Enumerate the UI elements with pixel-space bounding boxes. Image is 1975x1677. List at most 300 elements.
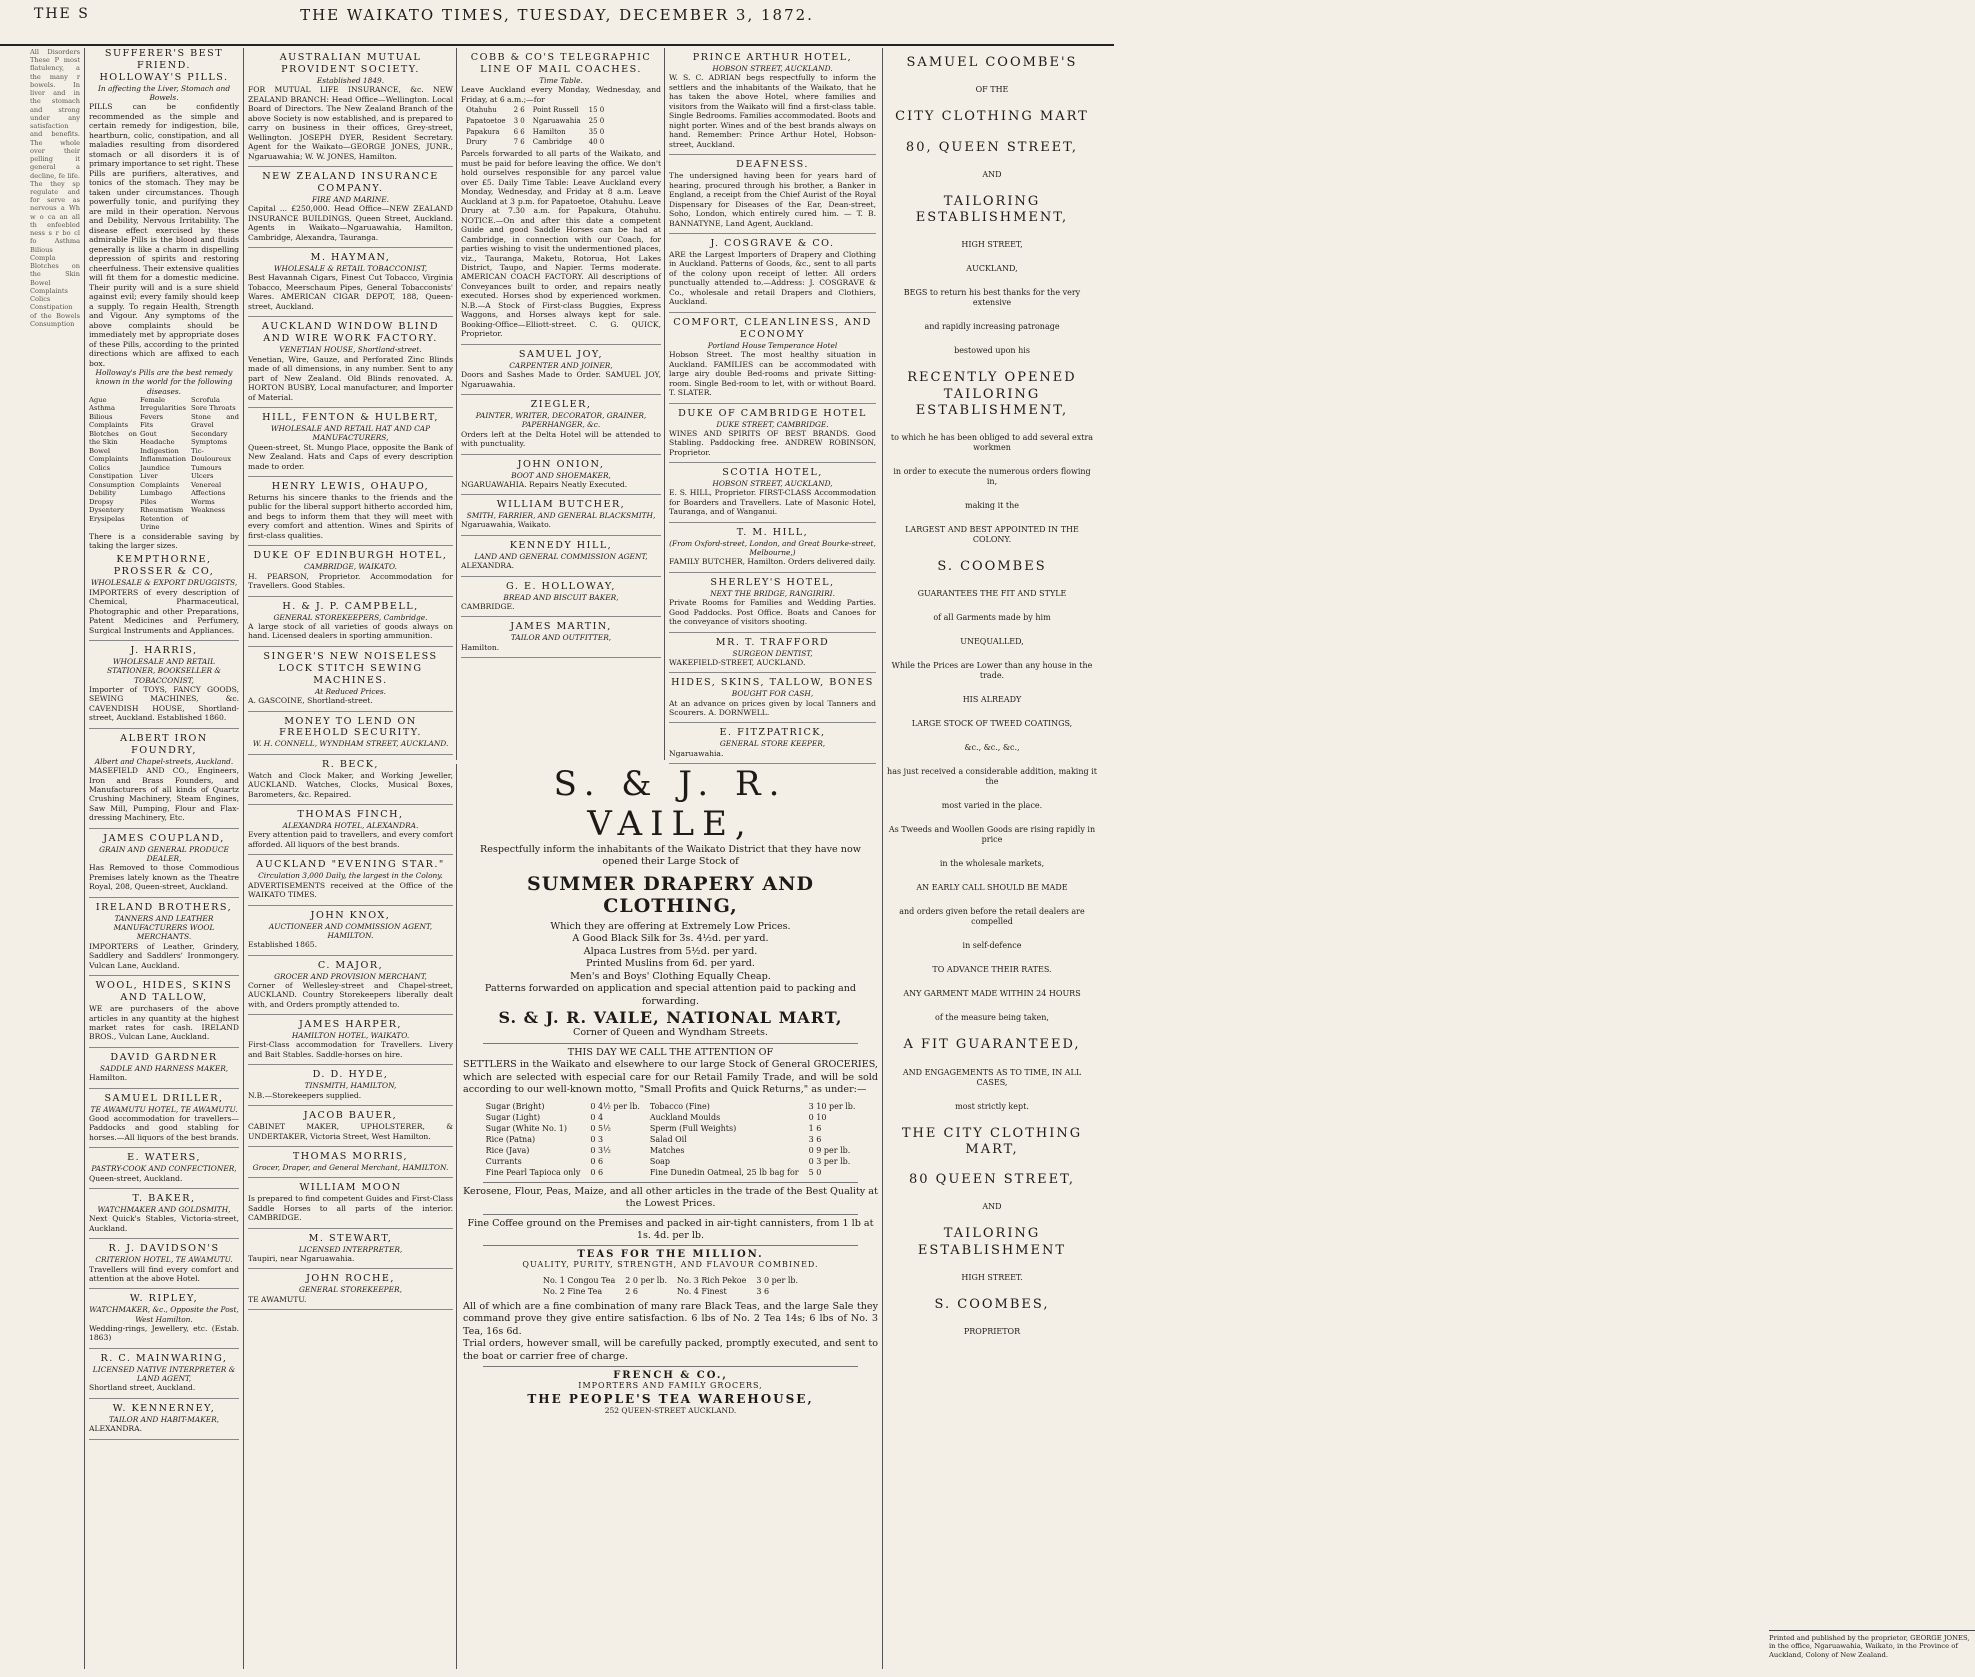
coombes-line: SAMUEL COOMBE'S: [906, 55, 1078, 70]
coombes-line: &c., &c., &c.,: [964, 743, 1020, 753]
coach-subtitle: Time Table.: [539, 75, 583, 85]
table-cell: Tobacco (Fine): [649, 1101, 710, 1111]
holloway-subtitle: In affecting the Liver, Stomach and Bowels.: [97, 83, 231, 103]
ad-heading: AUSTRALIAN MUTUAL PROVIDENT SOCIETY.: [279, 52, 422, 75]
advertisement: [89, 1239, 239, 1289]
ad-heading: SINGER'S NEW NOISELESS LOCK STITCH SEWING MACHINES.: [263, 650, 438, 686]
ad-subheading: LAND AND GENERAL COMMISSION AGENT,: [474, 551, 648, 561]
table-cell: 3 0 per lb.: [756, 1275, 799, 1285]
ad-body: Travellers will find every comfort and attention at the above Hotel.: [89, 1264, 239, 1283]
column-4: [664, 48, 876, 760]
ad-subheading: HOBSON STREET, AUCKLAND.: [712, 63, 833, 73]
ad-subheading: LICENSED INTERPRETER,: [298, 1244, 403, 1254]
coombes-line: bestowed upon his: [954, 346, 1030, 356]
advertisement: [461, 536, 661, 577]
ad-body: CABINET MAKER, UPHOLSTERER, & UNDERTAKER, Victoria Street, West Hamilton.: [248, 1122, 453, 1141]
ad-subheading: HAMILTON HOTEL, WAIKATO.: [291, 1031, 410, 1041]
ad-subheading: HOBSON STREET, AUCKLAND,: [712, 479, 833, 489]
advertisement: [248, 805, 453, 855]
ad-body: MASEFIELD AND CO., Engineers, Iron and Brass Founders, and Manufacturers of all kinds of Quartz Crushing Machinery, Steam Engines, Saw Mill, Pumping, Flour and Flax-dressing Machinery, Etc.: [89, 766, 239, 823]
advertisement: [248, 855, 453, 905]
table-row: [539, 1276, 802, 1285]
disease-list-item: Gout: [140, 429, 157, 438]
advertisement: [89, 1289, 239, 1348]
disease-list-item: Bilious Complaints: [89, 412, 129, 430]
advertisement: [461, 617, 661, 658]
table-cell: Auckland Moulds: [649, 1112, 721, 1122]
table-cell: Fine Pearl Tapioca only: [485, 1167, 581, 1177]
table-cell: 35 0: [588, 127, 605, 136]
ad-subheading: GROCER AND PROVISION MERCHANT,: [274, 971, 427, 981]
table-cell: Fine Dunedin Oatmeal, 25 lb bag for: [649, 1167, 799, 1177]
table-cell: 0 9 per lb.: [808, 1145, 851, 1155]
column-5-coombes: [882, 48, 1970, 1669]
table-row: [463, 138, 607, 147]
ad-body: Ngaruawahia, Waikato.: [461, 520, 551, 530]
coach-intro: Leave Auckland every Monday, Wednesday, and Friday, at 6 a.m.;—for: [461, 85, 661, 104]
table-cell: No. 3 Rich Pekoe: [677, 1275, 747, 1285]
ad-heading: J. HARRIS,: [130, 645, 198, 657]
coombes-line: TAILORING ESTABLISHMENT: [917, 1226, 1067, 1258]
advertisement: [89, 1399, 239, 1440]
advertisement: [669, 48, 876, 155]
ad-body: Wedding-rings, Jewellery, etc. (Estab. 1863): [89, 1323, 239, 1343]
advertisement: [669, 723, 876, 764]
ad-body: Next Quick's Stables, Victoria-street, Auckland.: [89, 1214, 239, 1233]
ad-subheading: TAILOR AND OUTFITTER,: [510, 633, 612, 643]
ad-subheading: TINSMITH, HAMILTON,: [304, 1081, 397, 1091]
advertisement: [248, 647, 453, 712]
ad-body: A. GASCOINE, Shortland-street.: [248, 696, 373, 706]
trial-orders-note: Trial orders, however small, will be carefully packed, promptly executed, and sent to the boat or carrier free of charge.: [463, 1338, 878, 1362]
table-cell: Salad Oil: [649, 1134, 687, 1144]
coombes-line: 80, QUEEN STREET,: [905, 139, 1079, 155]
ad-body: Returns his sincere thanks to the friends and the public for the liberal support hitherto accorded him, and begs to inform them that they will meet with every comfort and attention. Wines and Spirits of first-class qualities.: [248, 492, 453, 540]
vaile-line-2: Alpaca Lustres from 5½d. per yard.: [583, 945, 758, 957]
ad-body: ALEXANDRA.: [89, 1424, 143, 1434]
disease-list-item: Scrofula: [191, 395, 220, 404]
ad-heading: ZIEGLER,: [530, 399, 592, 411]
ad-subheading: CAMBRIDGE, WAIKATO.: [304, 562, 397, 572]
advertisement: [248, 1015, 453, 1065]
vaile-coffee: Fine Coffee ground on the Premises and packed in air-tight cannisters, from 1 lb at 1s. 4d. per lb.: [467, 1217, 874, 1241]
ad-subheading: Portland House Temperance Hotel: [707, 340, 838, 350]
disease-list-item: Rheumatism: [140, 506, 184, 515]
ad-body: Watch and Clock Maker, and Working Jeweller, AUCKLAND. Watches, Clocks, Musical Boxes, Barometers, &c. Repaired.: [248, 770, 453, 799]
advertisement: [248, 906, 453, 956]
disease-list-item: Retention of Urine: [140, 514, 188, 532]
table-cell: Hamilton: [532, 127, 566, 136]
ad-body: E. S. HILL, Proprietor. FIRST-CLASS Accommodation for Boarders and Travellers. Late of Masonic Hotel, Tauranga, and of Wanganui.: [669, 488, 876, 517]
ad-body: Taupiri, near Ngaruawahia.: [248, 1254, 355, 1263]
ad-heading: C. MAJOR,: [317, 959, 384, 971]
ad-heading: WILLIAM BUTCHER,: [496, 499, 626, 511]
ad-heading: THOMAS FINCH,: [297, 809, 404, 821]
disease-list-item: Debility: [89, 489, 116, 498]
coombes-line: HIGH STREET.: [961, 1272, 1023, 1282]
advertisement: [248, 248, 453, 317]
ad-body: First-Class accommodation for Travellers. Livery and Bait Stables. Saddle-horses on hire.: [248, 1040, 453, 1059]
advertisement: [89, 1048, 239, 1089]
advertisement: [248, 755, 453, 805]
column-3-ads: [461, 345, 661, 658]
advertisement: [669, 673, 876, 723]
ad-body: FAMILY BUTCHER, Hamilton. Orders delivered daily.: [669, 557, 876, 567]
ad-subheading: NEXT THE BRIDGE, RANGIRIRI.: [710, 588, 835, 598]
ad-body: Hamilton.: [89, 1073, 128, 1083]
ad-heading: IRELAND BROTHERS,: [95, 901, 233, 913]
table-cell: 2 0 per lb.: [625, 1275, 668, 1285]
coombes-line: most strictly kept.: [955, 1101, 1029, 1111]
ad-heading: D. D. HYDE,: [312, 1069, 389, 1081]
column-2-ads: [248, 48, 453, 1310]
column-0-text: All Disorders These P most flatulency, a the many r bowels. In liver and in the stomach and strong under any satisfaction and benefits. The whole over their pelling it general a decline, fe life. The they sp regulate and for serve as nervous a Wh w o ca an all th enfeebled ness s r bo cl fo Asthma Bilious Compla Blotches on the Skin Bowel Complaints Colics Constipation of the Bowels Consumption: [30, 48, 80, 328]
coombes-line: THE CITY CLOTHING MART,: [901, 1125, 1083, 1157]
ad-heading: HENRY LEWIS, OHAUPO,: [271, 481, 430, 492]
coombes-line: HIGH STREET,: [961, 240, 1023, 250]
table-cell: No. 1 Congou Tea: [542, 1275, 616, 1285]
divider: [483, 1366, 858, 1367]
ad-body: FOR MUTUAL LIFE INSURANCE, &c. NEW ZEALAND BRANCH: Head Office—Wellington. Local Board of Directors. The New Zealand Branch of the above Society is now established, and is prepared to carry on business in their offices, Grey-street, Wellington. JOSEPH DYER, Resident Secretary. Agent for the Waikato—GEORGE JONES, JUNR., Ngaruawahia; W. W. JONES, Hamilton.: [248, 85, 453, 161]
advertisement: [669, 463, 876, 523]
coach-body: Parcels forwarded to all parts of the Waikato, and must be paid for before leaving the office. We don't hold ourselves responsible for any parcel value over £5. Daily Time Table: Leave Auckland every Monday, Wednesday, and Friday at 8 a.m. Leave Auckland at 3 p.m. for Papatoetoe, Otahuhu. Leave Drury at 7.30 a.m. for Papakura, Otahuhu. NOTICE.—On and after this date a competent Guide and good Saddle Horses can be had at Cambridge, in connection with our Coach, for parties wishing to visit the undermentioned places, viz., Tauranga, Maketu, Rotorua, Hot Lakes District, Taupo, and Napier. Terms moderate. AMERICAN COACH FACTORY. All descriptions of Conveyances built to order, and repairs neatly executed. Horses shod by experienced workmen. N.B.—A Stock of First-class Buggies, Express Waggons, and Horses always kept for sale. Booking-Office—Elliott-street. C. G. QUICK, Proprietor.: [461, 149, 661, 339]
masthead: [0, 0, 1114, 46]
table-cell: 0 3 per lb.: [808, 1156, 851, 1166]
disease-list-item: Dysentery: [89, 506, 125, 515]
vaile-offering: Which they are offering at Extremely Low Prices.: [550, 920, 791, 932]
ad-body: ARE the Largest Importers of Drapery and Clothing in Auckland. Patterns of Goods, &c., sent to all parts of the colony upon receipt of letter. All orders punctually attended to.—Address: J. COSGRAVE & Co., wholesale and retail Drapers and Clothiers, Auckland.: [669, 249, 876, 307]
advertisement: [248, 546, 453, 596]
ad-heading: T. BAKER,: [132, 1193, 196, 1205]
ad-body: Venetian, Wire, Gauze, and Perforated Zinc Blinds made of all dimensions, in any number. Sent to any part of New Zealand. Old Blinds renovated. A. HORTON BUSBY, Local manufacturer, and Importer of Material.: [248, 354, 453, 402]
ad-body: IMPORTERS of Leather, Grindery, Saddlery and Saddlers' Ironmongery. Vulcan Lane, Auckland.: [89, 941, 239, 970]
ad-subheading: SMITH, FARRIER, AND GENERAL BLACKSMITH,: [466, 511, 656, 521]
coombes-line: RECENTLY OPENED TAILORING ESTABLISHMENT,: [907, 370, 1077, 418]
table-row: [463, 117, 607, 126]
masthead-left-fragment: THE S: [34, 6, 90, 22]
ad-body: The undersigned having been for years hard of hearing, procured through his brother, a Banker in England, a receipt from the Chief Aurist of the Royal Dispensary for Diseases of the Ear, Dean-street, Soho, London, which entirely cured him. — T. B. BANNATYNE, Land Agent, Auckland.: [669, 171, 876, 228]
coombes-line: in self-defence: [962, 941, 1022, 951]
disease-list-item: Consumption: [89, 480, 135, 489]
table-cell: 3 10 per lb.: [808, 1101, 856, 1111]
ad-heading: SHERLEY'S HOTEL,: [710, 576, 835, 588]
table-cell: 0 6: [590, 1167, 604, 1177]
ad-body: Has Removed to those Commodious Premises lately known as the Theatre Royal, 208, Queen-street, Auckland.: [89, 863, 239, 892]
disease-list-item: Lumbago: [140, 489, 173, 498]
coombes-line: OF THE: [975, 85, 1009, 95]
ad-heading: THOMAS MORRIS,: [292, 1151, 409, 1163]
table-cell: Matches: [649, 1145, 685, 1155]
ad-subheading: LICENSED NATIVE INTERPRETER & LAND AGENT,: [92, 1364, 236, 1384]
ad-body: Hobson Street. The most healthy situation in Auckland. FAMILIES can be accommodated with large airy double Bed-rooms and private Sitting-room. Single Bed-room to let, with or without Board. T. SLATER.: [669, 350, 876, 398]
table-cell: No. 2 Fine Tea: [542, 1286, 603, 1296]
table-cell: 25 0: [588, 116, 605, 125]
ad-heading: JACOB BAUER,: [303, 1110, 398, 1122]
advertisement: [248, 1106, 453, 1147]
advertisement: [461, 395, 661, 454]
column-2: [243, 48, 453, 1669]
advertisement: [248, 1178, 453, 1228]
ad-body: Ngaruawahia.: [669, 748, 724, 758]
vaile-advertisement: [456, 764, 878, 1669]
ad-subheading: BOUGHT FOR CASH,: [731, 689, 814, 699]
ad-heading: PRINCE ARTHUR HOTEL,: [692, 52, 853, 63]
coombes-line: in order to execute the numerous orders flowing in,: [893, 467, 1091, 486]
advertisement: [89, 829, 239, 898]
ad-heading: JOHN ONION,: [517, 458, 605, 470]
coombes-line: to which he has been obliged to add several extra workmen: [890, 433, 1094, 452]
ad-subheading: SURGEON DENTIST,: [732, 648, 813, 658]
table-row: [482, 1146, 860, 1155]
divider: [483, 1245, 858, 1246]
disease-list-item: Indigestion: [140, 446, 179, 455]
disease-list-item: Piles: [140, 497, 157, 506]
advertisement: [461, 495, 661, 536]
ad-body: Queen-street, St. Mungo Place, opposite the Bank of New Zealand. Hats and Caps of every description made to order.: [248, 442, 453, 471]
coombes-line: TAILORING ESTABLISHMENT,: [915, 193, 1069, 225]
advertisement: [248, 956, 453, 1016]
ad-subheading: WHOLESALE AND RETAIL STATIONER, BOOKSELLER & TOBACCONIST,: [107, 657, 221, 685]
ad-body: Is prepared to find competent Guides and First-Class Saddle Horses to all parts of the interior. CAMBRIDGE.: [248, 1194, 453, 1223]
disease-list-item: Dropsy: [89, 497, 114, 506]
table-cell: 3 6: [756, 1286, 770, 1296]
disease-list-item: Fevers: [140, 412, 163, 421]
ad-body: Every attention paid to travellers, and every comfort afforded. All liquors of the best brands.: [248, 830, 453, 849]
ad-heading: WILLIAM MOON: [299, 1182, 402, 1194]
ad-heading: HILL, FENTON & HULBERT,: [262, 412, 439, 424]
table-cell: No. 4 Finest: [677, 1286, 727, 1296]
ad-subheading: AUCTIONEER AND COMMISSION AGENT, HAMILTON.: [268, 921, 433, 940]
ad-subheading: GRAIN AND GENERAL PRODUCE DEALER,: [99, 844, 229, 864]
divider: [483, 1182, 858, 1183]
coombes-line: HIS ALREADY: [962, 695, 1022, 705]
table-cell: 0 4: [590, 1112, 604, 1122]
coombes-line: LARGE STOCK OF TWEED COATINGS,: [911, 719, 1073, 729]
coombes-line: AUCKLAND,: [966, 264, 1018, 274]
table-cell: Point Russell: [532, 106, 579, 115]
coombes-line: UNEQUALLED,: [960, 637, 1024, 647]
table-row: [482, 1102, 860, 1111]
holloway-body: PILLS can be confidently recommended as the simple and certain remedy for indigestion, bile, heartburn, colic, constipation, and all maladies resulting from disordered stomach or all disorders it is of primary importance to set right. These Pills are purifiers, alteratives, and tonics of the stomach. They may be taken under circumstances. Though powerfully tonic, and purifying they are mild in their operation. Nervous and Debility, Nervous Irritability. The disease effect exercised by these admirable Pills is the blood and fluids generally is like a charm in dispelling depression of spirits and restoring cheerfulness. Their extensive qualities will fit them for a domestic medicine. Their purity will and is a sure shield against evil; every family should keep a supply. To regain Health, Strength and Vigour. Any symptoms of the above complaints should be immediately met by appropriate doses of these Pills, according to the printed directions which are affixed to each box.: [89, 102, 239, 368]
advertisement: [669, 155, 876, 234]
ad-heading: R. BECK,: [322, 758, 379, 770]
ad-heading: DAVID GARDNER: [110, 1051, 218, 1063]
ad-heading: MONEY TO LEND ON FREEHOLD SECURITY.: [279, 715, 422, 739]
advertisement: [248, 48, 453, 167]
coombes-line: AN EARLY CALL SHOULD BE MADE: [916, 883, 1068, 893]
advertisement: [89, 641, 239, 729]
advertisement: [248, 1065, 453, 1106]
ad-heading: R. C. MAINWARING,: [100, 1352, 228, 1364]
ad-heading: MR. T. TRAFFORD: [715, 636, 830, 648]
ad-body: N.B.—Storekeepers supplied.: [248, 1090, 362, 1100]
advertisement: [248, 317, 453, 408]
coombes-line: most varied in the place.: [941, 801, 1043, 811]
advertisement: [669, 523, 876, 573]
column-0-fragment: [30, 48, 80, 1669]
ad-body: Private Rooms for Families and Wedding Parties. Good Paddocks. Post Office. Boats and Canoes for the conveyance of visitors shooting.: [669, 598, 876, 627]
ad-heading: JAMES COUPLAND,: [103, 832, 225, 844]
table-cell: Otahuhu: [466, 106, 497, 115]
ad-subheading: WHOLESALE & RETAIL TOBACCONIST,: [273, 264, 428, 274]
ad-heading: DUKE OF EDINBURGH HOTEL,: [253, 550, 448, 562]
table-cell: 6 6: [513, 127, 525, 136]
table-cell: 0 3: [590, 1134, 604, 1144]
table-cell: 2 6: [513, 106, 525, 115]
ad-body: Orders left at the Delta Hotel will be attended to with punctuality.: [461, 429, 661, 449]
ad-heading: COMFORT, CLEANLINESS, AND ECONOMY: [673, 316, 872, 340]
table-cell: Cambridge: [532, 138, 573, 147]
advertisement: [89, 1148, 239, 1189]
teas-subtitle: QUALITY, PURITY, STRENGTH, AND FLAVOUR COMBINED.: [522, 1260, 819, 1270]
ad-body: NGARUAWAHIA. Repairs Neatly Executed.: [461, 479, 628, 489]
ad-heading: T. M. HILL,: [736, 526, 809, 538]
table-cell: Sperm (Full Weights): [649, 1123, 737, 1133]
disease-list-item: Ague: [89, 395, 107, 404]
advertisement: [248, 712, 453, 755]
disease-list-item: Colics: [89, 463, 110, 472]
ad-body: Doors and Sashes Made to Order. SAMUEL JOY, Ngaruawahia.: [461, 370, 661, 389]
coombes-line: As Tweeds and Woollen Goods are rising rapidly in price: [888, 825, 1096, 845]
imprint: Printed and published by the proprietor, GEORGE JONES, in the office, Ngaruawahia, Waikato, in the Province of Auckland, Colony of New Zealand.: [1769, 1630, 1975, 1659]
ad-heading: E. FITZPATRICK,: [719, 727, 826, 739]
disease-list-item: Stone and Gravel: [191, 412, 239, 430]
coombes-line: ANY GARMENT MADE WITHIN 24 HOURS: [903, 989, 1081, 999]
table-cell: Rice (Patna): [485, 1134, 536, 1144]
teas-head: TEAS FOR THE MILLION.: [577, 1249, 764, 1261]
ad-heading: KENNEDY HILL,: [509, 539, 613, 551]
advertisement: [461, 577, 661, 618]
ad-heading: E. WATERS,: [127, 1152, 201, 1164]
disease-list-item: Erysipelas: [89, 514, 125, 523]
table-cell: 0 3½: [590, 1145, 611, 1155]
table-cell: Sugar (White No. 1): [485, 1123, 567, 1133]
table-cell: 3 6: [808, 1134, 822, 1144]
ad-heading: H. & J. P. CAMPBELL,: [282, 600, 419, 612]
table-cell: Drury: [466, 138, 487, 147]
ad-subheading: W. H. CONNELL, WYNDHAM STREET, AUCKLAND.: [252, 739, 449, 749]
ad-body: Capital ... £250,000. Head Office—NEW ZEALAND INSURANCE BUILDINGS, Queen Street, Auckland. Agents in Waikato—Ngaruawahia, Hamilton, Cambridge, Alexandra, Tauranga.: [248, 204, 453, 242]
ad-subheading: Grocer, Draper, and General Merchant, HAMILTON.: [252, 1163, 449, 1173]
ad-body: W. S. C. ADRIAN begs respectfully to inform the settlers and the inhabitants of the Waikato, that he has taken the above Hotel, where families and visitors from the Waikato will find a first-class table. Single Bedrooms. Families accommodated. Boots and night porter. Wines and of the best brands always on hand. Remember: Prince Arthur Hotel, Hobson-street, Auckland.: [669, 73, 876, 149]
ad-heading: JOHN ROCHE,: [306, 1273, 395, 1285]
coombes-line: AND: [982, 1202, 1002, 1212]
advertisement: [89, 1089, 239, 1149]
ad-subheading: PASTRY-COOK AND CONFECTIONER,: [91, 1164, 237, 1174]
ad-heading: NEW ZEALAND INSURANCE COMPANY.: [262, 171, 439, 195]
ad-subheading: At Reduced Prices.: [314, 686, 387, 696]
ad-heading: SAMUEL JOY,: [518, 348, 604, 360]
french-co-subtitle: IMPORTERS AND FAMILY GROCERS,: [578, 1381, 763, 1391]
advertisement: [89, 729, 239, 829]
advertisement: [89, 898, 239, 976]
coombes-line: has just received a considerable addition, making it the: [887, 767, 1097, 787]
disease-list-item: Jaundice: [140, 463, 170, 472]
tea-price-table: [537, 1274, 804, 1298]
disease-list-item: Ulcers: [191, 472, 214, 481]
column-1: [84, 48, 239, 1669]
ad-heading: J. COSGRAVE & CO.: [710, 238, 835, 249]
table-cell: 5 0: [808, 1167, 822, 1177]
advertisement: [669, 573, 876, 633]
coombes-line: PROPRIETOR: [963, 1327, 1021, 1336]
coombes-line: While the Prices are Lower than any house in the trade.: [891, 661, 1093, 681]
table-cell: Rice (Java): [485, 1145, 530, 1155]
ad-body: ADVERTISEMENTS received at the Office of the WAIKATO TIMES.: [248, 880, 453, 900]
tea-warehouse-address: 252 QUEEN-STREET AUCKLAND.: [604, 1405, 737, 1415]
advertisement: [248, 1147, 453, 1178]
advertisement: [461, 345, 661, 395]
ad-body: H. PEARSON, Proprietor. Accommodation for Travellers. Good Stables.: [248, 571, 453, 591]
ad-subheading: GENERAL STORE KEEPER,: [719, 739, 826, 749]
table-cell: Papatoetoe: [466, 116, 506, 125]
coombes-line: in the wholesale markets,: [939, 859, 1045, 869]
ad-heading: WOOL, HIDES, SKINS AND TALLOW,: [95, 980, 233, 1004]
advertisement: [248, 1229, 453, 1270]
ad-body: WINES AND SPIRITS OF BEST BRANDS. Good Stabling. Paddocking free. ANDREW ROBINSON, Proprietor.: [669, 428, 876, 457]
ad-subheading: BREAD AND BISCUIT BAKER,: [503, 592, 619, 602]
coombes-line: of the measure being taken,: [935, 1013, 1049, 1023]
table-cell: 40 0: [588, 138, 605, 147]
vaile-line-4: Men's and Boys' Clothing Equally Cheap.: [570, 970, 771, 982]
ad-body: Hamilton.: [461, 642, 500, 652]
ad-heading: G. E. HOLLOWAY,: [506, 580, 616, 592]
disease-list-item: Liver Complaints: [140, 472, 180, 489]
disease-list-item: Blotches on the Skin: [89, 429, 137, 447]
coombes-line: TO ADVANCE THEIR RATES.: [932, 965, 1052, 975]
disease-list-item: Asthma: [89, 404, 116, 413]
disease-list-item: Tic-Douloureux: [191, 446, 232, 464]
table-cell: Currants: [485, 1156, 522, 1166]
vaile-attention-body: SETTLERS in the Waikato and elsewhere to our large Stock of General GROCERIES, which are selected with especial care for our Retail Family Trade, and will be sold according to our well-known motto, "Small Profits and Quick Returns," as under:—: [463, 1059, 878, 1096]
ad-heading: DEAFNESS.: [736, 159, 809, 171]
ad-subheading: PAINTER, WRITER, DECORATOR, GRAINER, PAPERHANGER, &c.: [475, 411, 647, 430]
coombes-line: S. COOMBES,: [934, 1296, 1050, 1312]
coombes-line: GUARANTEES THE FIT AND STYLE: [917, 589, 1067, 599]
advertisement: [89, 976, 239, 1048]
ad-subheading: WHOLESALE & EXPORT DRUGGISTS,: [90, 578, 238, 588]
ad-heading: ALBERT IRON FOUNDRY,: [120, 732, 208, 756]
ad-heading: AUCKLAND WINDOW BLIND AND WIRE WORK FACTORY.: [261, 321, 440, 345]
ad-subheading: WHOLESALE AND RETAIL HAT AND CAP MANUFACTURERS,: [270, 424, 431, 443]
advertisement: [669, 313, 876, 404]
coombes-line: and orders given before the retail dealers are compelled: [899, 907, 1085, 927]
column-3: [456, 48, 661, 760]
advertisement: [461, 455, 661, 496]
vaile-attention-head: THIS DAY WE CALL THE ATTENTION OF: [567, 1046, 774, 1058]
advertisement: [669, 404, 876, 464]
coombes-line: 80 QUEEN STREET,: [908, 1172, 1075, 1187]
ad-subheading: DUKE STREET, CAMBRIDGE.: [716, 419, 829, 429]
coombes-line: S. COOMBES: [937, 559, 1047, 574]
table-cell: 3 0: [513, 116, 525, 125]
ad-body: Importer of TOYS, FANCY GOODS, SEWING MACHINES, &c. CAVENDISH HOUSE, Shortland-street, Auckland. Established 1860.: [89, 684, 239, 723]
disease-list-item: Inflammation: [140, 455, 186, 464]
ad-body: Established 1865.: [248, 940, 318, 950]
table-cell: Sugar (Bright): [485, 1101, 545, 1111]
table-row: [482, 1124, 860, 1133]
divider: [483, 1043, 858, 1044]
holloway-list-header: Holloway's Pills are the best remedy known in the world for the following diseases.: [95, 368, 233, 396]
ad-heading: W. KENNERNEY,: [112, 1402, 216, 1414]
table-cell: 0 10: [808, 1112, 827, 1122]
ad-body: IMPORTERS of every description of Chemical, Pharmaceutical, Photographic and other Preparations, Patent Medicines and Perfumery, Surgical Instruments and Appliances.: [89, 587, 239, 635]
advertisement: [248, 597, 453, 647]
ad-heading: KEMPTHORNE, PROSSER & CO,: [113, 554, 215, 578]
ad-heading: HIDES, SKINS, TALLOW, BONES: [671, 677, 874, 689]
table-cell: 0 4½ per lb.: [590, 1101, 640, 1111]
ad-body: Good accommodation for travellers—Paddocks and good stabling for horses.—All liquors of the best brands.: [89, 1113, 239, 1142]
